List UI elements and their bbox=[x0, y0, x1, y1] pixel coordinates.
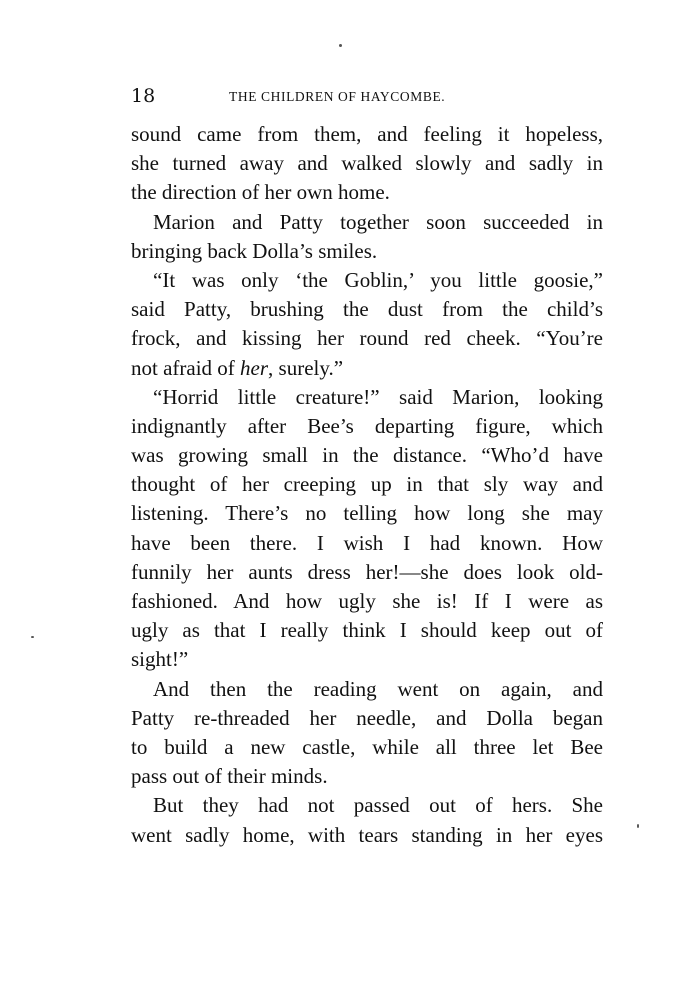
running-head bbox=[131, 84, 601, 108]
text-line: have been there. I wish I had known. How bbox=[131, 530, 603, 555]
text-line: ugly as that I really think I should keep out of bbox=[131, 618, 603, 643]
print-speck bbox=[637, 824, 639, 828]
text-line: funnily her aunts dress her!—she does look old- bbox=[131, 559, 603, 584]
text-line: fashioned. And how ugly she is! If I were as bbox=[131, 589, 603, 613]
text-line: sight!” bbox=[131, 647, 189, 672]
text-line: indignantly after Bee’s departing figure, which bbox=[131, 413, 603, 438]
text-line: the direction of her own home. bbox=[131, 180, 390, 205]
text-line: Patty re-threaded her needle, and Dolla began bbox=[131, 705, 603, 730]
body-text bbox=[131, 120, 603, 850]
text-line: went sadly home, with tears standing in her eyes bbox=[131, 822, 603, 847]
text-line: said Patty, brushing the dust from the child’s bbox=[131, 297, 603, 322]
text-line: to build a new castle, while all three let Bee bbox=[131, 734, 603, 759]
page-number: 18 bbox=[131, 85, 156, 107]
text-line: And then the reading went on again, and bbox=[153, 676, 603, 701]
print-speck bbox=[339, 44, 342, 47]
text-line: But they had not passed out of hers. She bbox=[153, 793, 603, 818]
text-line: not afraid of her, surely.” bbox=[131, 355, 344, 380]
text-line: frock, and kissing her round red cheek. “You’re bbox=[131, 326, 603, 351]
text-line: Marion and Patty together soon succeeded in bbox=[153, 209, 603, 234]
text-line: sound came from them, and feeling it hopeless, bbox=[131, 122, 603, 146]
text-line: “Horrid little creature!” said Marion, looking bbox=[153, 384, 603, 409]
text-line: “It was only ‘the Goblin,’ you little goosie,” bbox=[153, 267, 603, 292]
text-line: listening. There’s no telling how long she may bbox=[131, 501, 603, 526]
text-line: bringing back Dolla’s smiles. bbox=[131, 238, 378, 263]
text-line: was growing small in the distance. “Who’d have bbox=[131, 443, 603, 468]
text-line: pass out of their minds. bbox=[131, 764, 328, 789]
print-speck bbox=[31, 636, 34, 638]
text-line: thought of her creeping up in that sly way and bbox=[131, 472, 603, 497]
text-line: she turned away and walked slowly and sadly in bbox=[131, 151, 603, 176]
running-title: THE CHILDREN OF HAYCOMBE. bbox=[229, 89, 446, 104]
